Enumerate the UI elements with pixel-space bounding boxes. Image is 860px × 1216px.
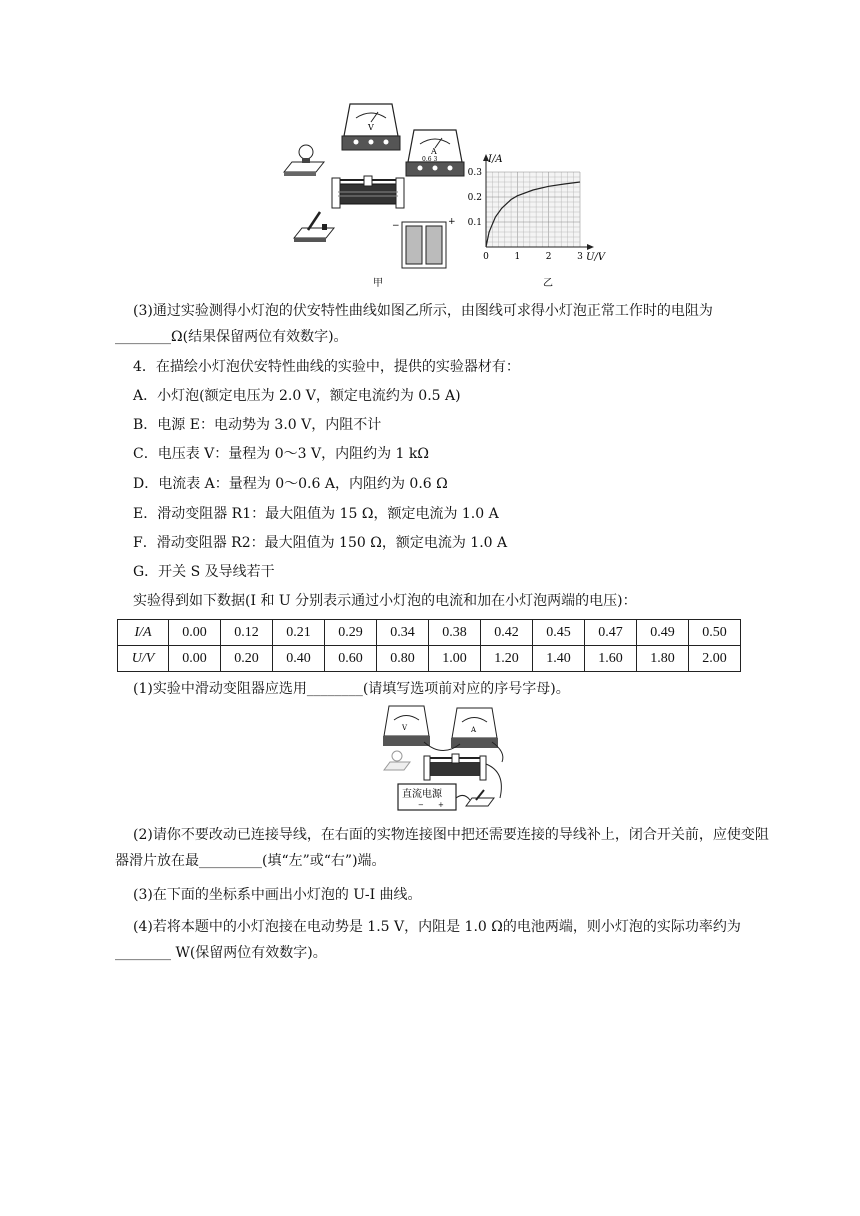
iu-chart [468,154,607,263]
ammeter-range-marks: 0.6 3 [422,156,438,163]
table-cell: 0.49 [637,620,689,646]
table-cell: 0.00 [169,620,221,646]
question-3-text: (3)通过实验测得小灯泡的伏安特性曲线如图乙所示，由图线可求得小灯泡正常工作时的电阻为________Ω(结果保留两位有效数字)。 [115,303,713,345]
option-a: A．小灯泡(额定电压为 2.0 V，额定电流约为 0.5 A) [133,388,461,404]
option-d: D．电流表 A：量程为 0～0.6 A，内阻约为 0.6 Ω [133,476,448,492]
option-e: E．滑动变阻器 R1：最大阻值为 15 Ω，额定电流为 1.0 A [133,506,499,522]
voltmeter-drawing [383,706,430,746]
chart-y-tick-label: 0.3 [467,168,482,178]
question-4-2-text: (2)请你不要改动已连接导线，在右面的实物连接图中把还需要连接的导线补上，闭合开关前，应使变阻器滑片放在最_________(填“左”或“右”)端。 [115,827,769,869]
ammeter-drawing [451,708,498,748]
table-cell: 1.20 [481,646,533,672]
table-cell: 0.47 [585,620,637,646]
chart-y-tick-label: 0.1 [467,218,482,228]
circuit-apparatus-figure [380,702,508,814]
light-bulb-drawing [284,145,324,176]
figure-label-right: 乙 [543,278,553,289]
switch-drawing [466,790,494,806]
rheostat-drawing [424,754,486,780]
table-cell: 0.80 [377,646,429,672]
light-bulb-drawing [384,751,410,770]
table-cell: 0.12 [221,620,273,646]
svg-text:−: − [392,221,400,231]
voltmeter-letter: V [402,724,408,732]
question-4-4-text: (4)若将本题中的小灯泡接在电动势是 1.5 V，内阻是 1.0 Ω的电池两端，则小灯泡的实际功率约为________ W(保留两位有效数字)。 [115,919,741,961]
chart-y-axis-label: I/A [488,154,503,165]
power-supply-label: 直流电源 [402,789,442,800]
chart-x-tick-label: 1 [514,252,521,262]
table-cell: 0.20 [221,646,273,672]
table-cell: 0.29 [325,620,377,646]
question-4-3-text: (3)在下面的坐标系中画出小灯泡的 U-I 曲线。 [133,887,422,903]
table-cell: 0.45 [533,620,585,646]
table-cell: 1.40 [533,646,585,672]
switch-drawing [294,212,334,242]
table-cell: 0.50 [689,620,741,646]
table-cell: 0.60 [325,646,377,672]
chart-x-tick-label: 0 [483,252,489,262]
option-c: C．电压表 V：量程为 0～3 V，内阻约为 1 kΩ [133,446,429,462]
dc-power-supply-drawing [398,784,456,810]
table-cell: 1.60 [585,646,637,672]
table-cell: 2.00 [689,646,741,672]
table-header-voltage: U/V [118,646,169,672]
option-g: G．开关 S 及导线若干 [133,564,275,580]
svg-text:+: + [448,217,456,227]
apparatus-and-chart-figure [280,96,620,291]
chart-x-axis-label: U/V [586,252,606,263]
voltmeter-drawing [342,104,400,150]
svg-text:+: + [438,801,444,809]
ammeter-drawing [406,130,464,176]
rheostat-drawing [332,176,404,208]
table-row-voltage [118,646,741,672]
chart-y-tick-label: 0.2 [467,193,482,203]
table-cell: 0.40 [273,646,325,672]
option-f: F．滑动变阻器 R2：最大阻值为 150 Ω，额定电流为 1.0 A [133,535,508,551]
table-cell: 0.00 [169,646,221,672]
question-4-intro: 4．在描绘小灯泡伏安特性曲线的实验中，提供的实验器材有： [133,359,520,375]
battery-drawing [392,217,456,268]
table-cell: 0.42 [481,620,533,646]
table-cell: 1.00 [429,646,481,672]
chart-x-tick-label: 3 [577,252,583,262]
table-cell: 1.80 [637,646,689,672]
ammeter-letter: A [471,726,477,734]
figure-label-left: 甲 [373,278,383,289]
option-b: B．电源 E：电动势为 3.0 V，内阻不计 [133,417,382,433]
voltmeter-letter: V [368,123,374,132]
table-cell: 0.21 [273,620,325,646]
chart-x-tick-label: 2 [545,252,552,262]
table-cell: 0.38 [429,620,481,646]
data-intro-text: 实验得到如下数据(I 和 U 分别表示通过小灯泡的电流和加在小灯泡两端的电压)： [133,593,637,609]
svg-text:−: − [418,801,424,809]
question-4-1-text: (1)实验中滑动变阻器应选用________(请填写选项前对应的序号字母)。 [133,681,570,697]
table-header-current: I/A [118,620,169,646]
table-cell: 0.34 [377,620,429,646]
data-table [117,619,741,672]
ammeter-letter: A [431,147,437,156]
table-row-current [118,620,741,646]
